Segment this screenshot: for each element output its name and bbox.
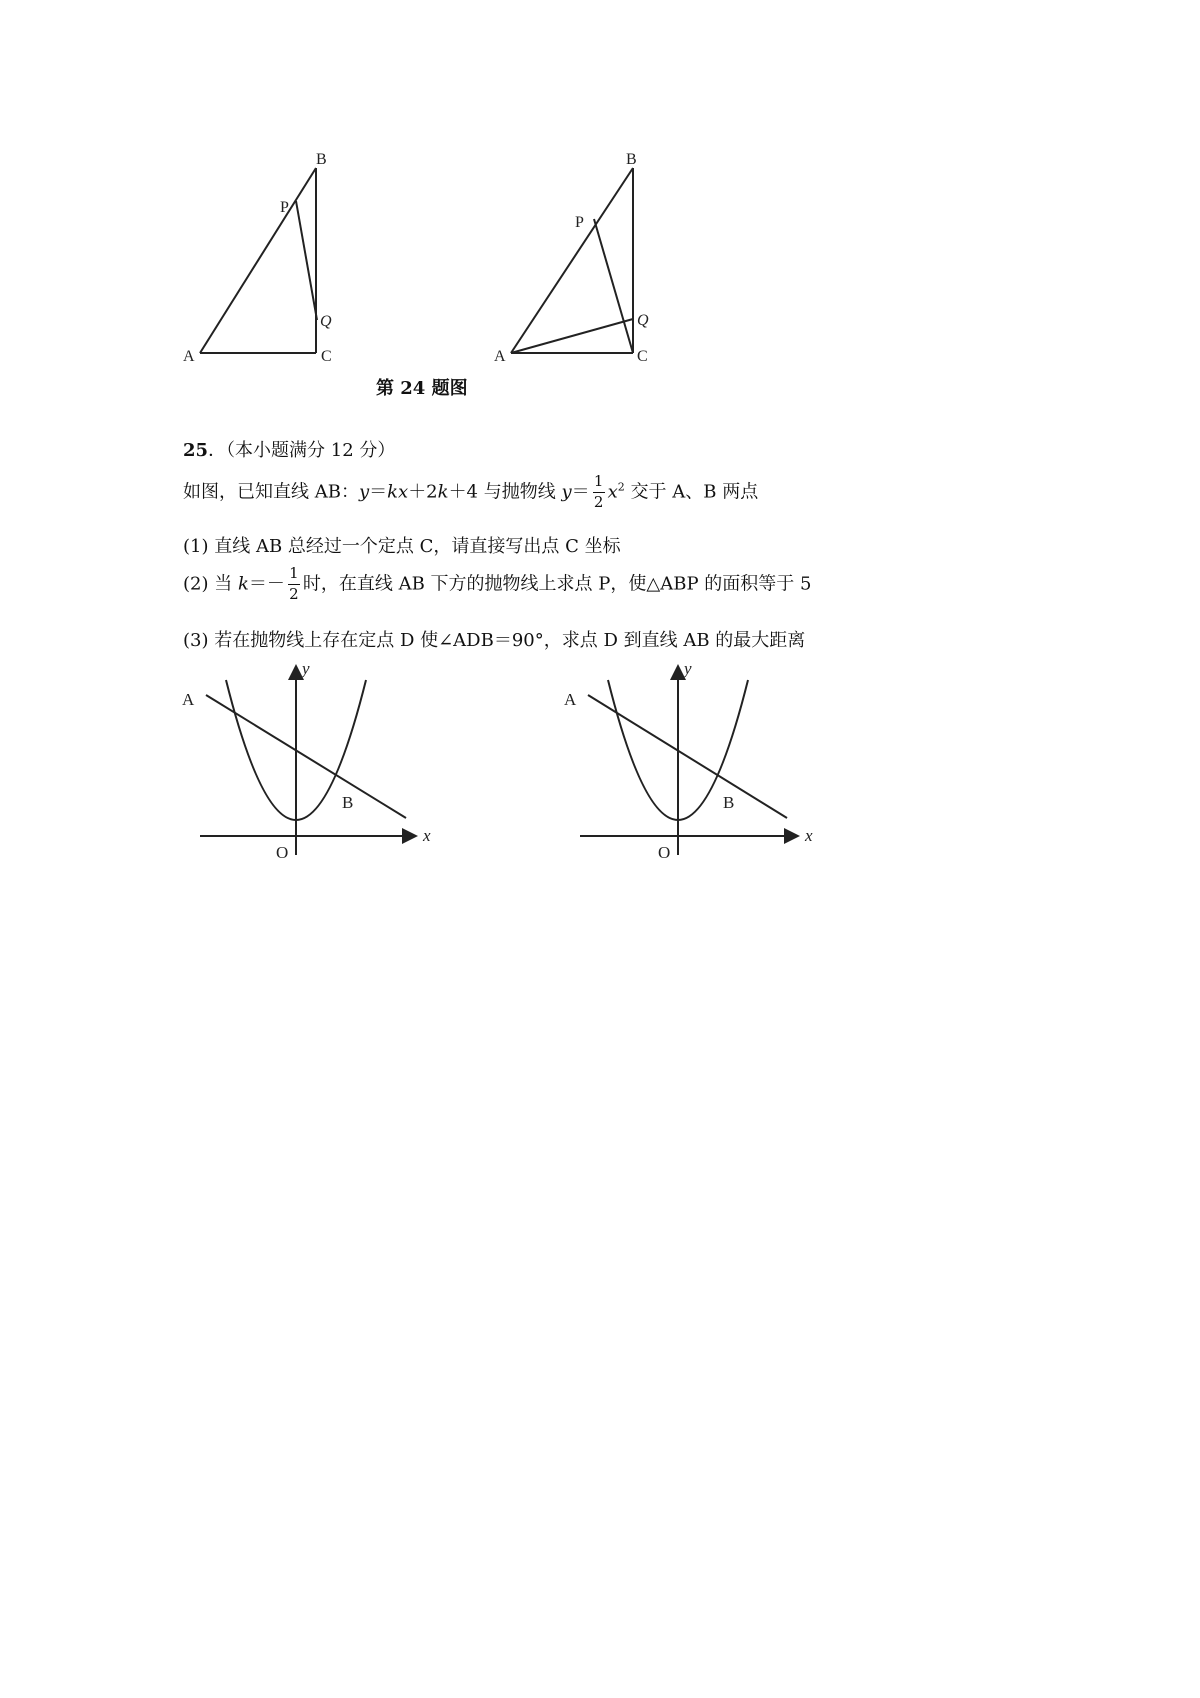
label-B: B xyxy=(626,151,637,168)
label-A: A xyxy=(182,690,195,709)
triangle-right xyxy=(511,168,633,353)
graph-left xyxy=(200,666,416,855)
fraction-one-half: $\frac{1}{2}$ xyxy=(289,564,299,603)
label-P: P xyxy=(280,199,289,216)
label-B: B xyxy=(342,793,354,812)
figure-25 xyxy=(170,660,870,870)
question-25-part-3: (3) 若在抛物线上存在定点 D 使∠ADB＝90°，求点 D 到直线 AB 的最大距离 xyxy=(183,630,806,651)
graph-right xyxy=(580,666,798,855)
figure-24-caption: 第 24 题图 xyxy=(376,378,468,399)
label-B: B xyxy=(723,793,735,812)
label-O: O xyxy=(658,843,671,862)
label-Q: Q xyxy=(637,312,649,329)
question-25-part-1: (1) 直线 AB 总经过一个定点 C，请直接写出点 C 坐标 xyxy=(183,536,621,557)
question-25-intro: 如图，已知直线 AB：y＝kx＋2k＋4 与抛物线 y＝ $\frac{1}{2}$ $x^2$ 交于 A、B 两点 xyxy=(183,472,759,511)
figure-24 xyxy=(170,140,690,370)
label-x: x xyxy=(805,826,813,845)
label-P: P xyxy=(575,214,584,231)
triangle-left xyxy=(200,168,317,353)
figure-25-graphs xyxy=(170,660,870,870)
question-25-part-2: (2) 当 k＝－ $\frac{1}{2}$ 时，在直线 AB 下方的抛物线上求点 P，使△ABP 的面积等于 5 xyxy=(183,564,812,603)
label-Q: Q xyxy=(320,313,332,330)
label-A: A xyxy=(494,348,506,365)
label-y: y xyxy=(302,660,310,678)
label-x: x xyxy=(423,826,431,845)
label-B: B xyxy=(316,151,327,168)
question-score: ．（本小题满分 12 分） xyxy=(208,440,396,461)
label-A: A xyxy=(183,348,195,365)
figure-24-diagrams xyxy=(170,140,690,370)
label-y: y xyxy=(684,660,692,678)
label-A: A xyxy=(564,690,577,709)
label-C: C xyxy=(637,348,648,365)
question-25-header xyxy=(183,436,395,462)
label-O: O xyxy=(276,843,289,862)
label-C: C xyxy=(321,348,332,365)
fraction-one-half: $\frac{1}{2}$ xyxy=(593,472,604,511)
question-number: 25 xyxy=(183,440,209,461)
